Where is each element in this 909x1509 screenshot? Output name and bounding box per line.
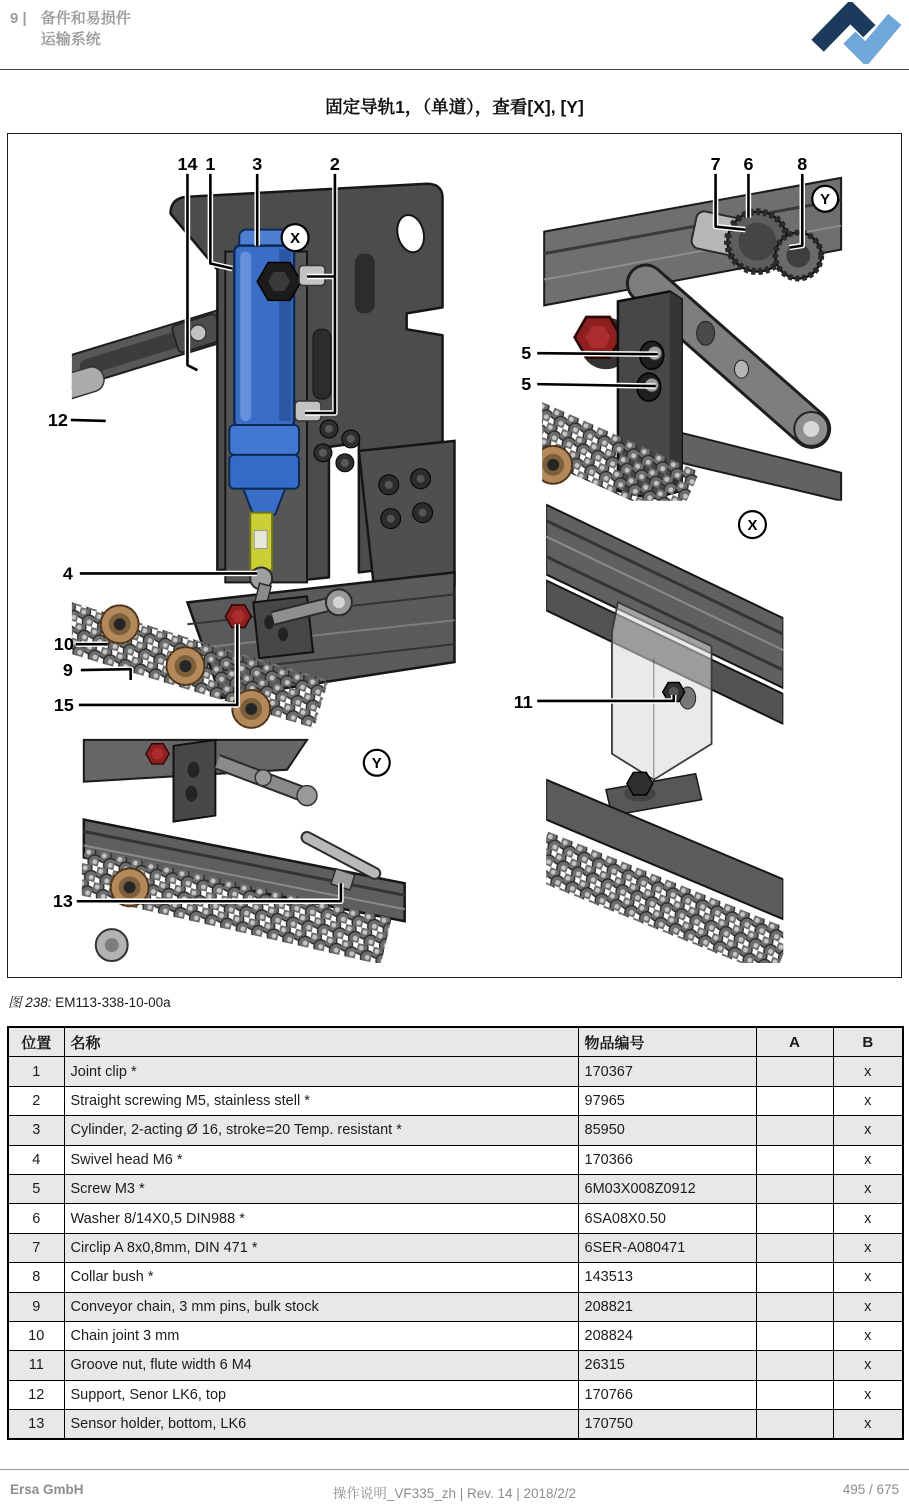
table-row <box>8 1057 903 1086</box>
table-cell: 170367 <box>578 1057 756 1086</box>
table-cell: Washer 8/14X0,5 DIN988 * <box>64 1204 578 1233</box>
svg-text:Y: Y <box>371 755 382 773</box>
table-cell: 208824 <box>578 1321 756 1350</box>
table-cell: Straight screwing M5, stainless stell * <box>64 1086 578 1115</box>
table-cell: 8 <box>8 1263 64 1292</box>
table-cell: 170766 <box>578 1380 756 1409</box>
callout-7: 7 <box>710 153 721 174</box>
table-cell: Screw M3 * <box>64 1174 578 1203</box>
view-marker-y1 <box>812 186 838 212</box>
exploded-view-diagram <box>8 134 900 976</box>
svg-text:X: X <box>290 230 301 248</box>
table-cell: Chain joint 3 mm <box>64 1321 578 1350</box>
illustration-rail-chain <box>75 740 405 965</box>
callout-6: 6 <box>743 153 754 174</box>
table-cell: x <box>833 1057 903 1086</box>
table-cell <box>756 1351 833 1380</box>
table-cell: x <box>833 1116 903 1145</box>
table-cell: x <box>833 1292 903 1321</box>
table-cell: 12 <box>8 1380 64 1409</box>
table-cell: x <box>833 1174 903 1203</box>
callout-15: 15 <box>53 694 74 715</box>
callout-8: 8 <box>797 153 808 174</box>
table-row <box>8 1116 903 1145</box>
table-row <box>8 1145 903 1174</box>
table-cell: x <box>833 1233 903 1262</box>
header-titles <box>41 8 131 50</box>
table-cell: 2 <box>8 1086 64 1115</box>
callout-9: 9 <box>62 660 73 681</box>
header-divider <box>0 69 909 70</box>
view-marker-x1 <box>282 224 309 251</box>
callout-11: 11 <box>513 691 533 712</box>
table-cell: x <box>833 1145 903 1174</box>
table-cell: 97965 <box>578 1086 756 1115</box>
table-cell <box>756 1263 833 1292</box>
table-cell: 170750 <box>578 1410 756 1440</box>
table-cell <box>756 1410 833 1440</box>
callout-13: 13 <box>52 891 73 912</box>
table-row <box>8 1292 903 1321</box>
table-cell: Sensor holder, bottom, LK6 <box>64 1410 578 1440</box>
figure-box <box>7 133 902 978</box>
header-line2: 运输系统 <box>40 31 101 48</box>
table-cell: 1 <box>8 1057 64 1086</box>
ersa-logo <box>803 2 903 64</box>
column-header: A <box>756 1027 833 1057</box>
table-cell <box>756 1057 833 1086</box>
table-cell: 6M03X008Z0912 <box>578 1174 756 1203</box>
table-cell: 11 <box>8 1351 64 1380</box>
table-row <box>8 1086 903 1115</box>
figure-caption-label: 图 238: <box>8 995 52 1010</box>
table-cell: x <box>833 1351 903 1380</box>
table-cell: 4 <box>8 1145 64 1174</box>
table-cell <box>756 1321 833 1350</box>
callout-1: 1 <box>205 153 216 174</box>
table-cell <box>756 1086 833 1115</box>
table-cell: x <box>833 1204 903 1233</box>
table-cell: x <box>833 1410 903 1440</box>
table-cell: Conveyor chain, 3 mm pins, bulk stock <box>64 1292 578 1321</box>
callout-4: 4 <box>62 563 73 584</box>
parts-table-head <box>8 1027 903 1057</box>
callout-5a: 5 <box>521 343 532 364</box>
table-cell: Cylinder, 2-acting Ø 16, stroke=20 Temp. resistant * <box>64 1116 578 1145</box>
table-cell: 143513 <box>578 1263 756 1292</box>
table-row <box>8 1233 903 1262</box>
table-cell: Support, Senor LK6, top <box>64 1380 578 1409</box>
table-row <box>8 1174 903 1203</box>
footer-document-info: 操作说明_VF335_zh | Rev. 14 | 2018/2/2 <box>332 1486 577 1501</box>
table-cell <box>756 1116 833 1145</box>
parts-table <box>7 1026 904 1440</box>
table-cell: 3 <box>8 1116 64 1145</box>
figure-caption-value: EM113-338-10-00a <box>55 995 171 1010</box>
table-cell <box>756 1145 833 1174</box>
table-cell: 85950 <box>578 1116 756 1145</box>
callout-12: 12 <box>47 409 68 430</box>
table-cell: 6 <box>8 1204 64 1233</box>
footer-divider <box>0 1469 909 1470</box>
table-cell: 170366 <box>578 1145 756 1174</box>
page-header <box>10 8 131 50</box>
table-cell <box>756 1233 833 1262</box>
column-header: B <box>833 1027 903 1057</box>
illustration-rail-bracket <box>530 505 793 976</box>
table-cell: 6SER-A080471 <box>578 1233 756 1262</box>
illustration-tension-arm <box>518 178 841 521</box>
table-cell: x <box>833 1321 903 1350</box>
table-cell: Circlip A 8x0,8mm, DIN 471 * <box>64 1233 578 1262</box>
table-cell: 6SA08X0.50 <box>578 1204 756 1233</box>
header-line1: 备件和易损件 <box>40 10 131 27</box>
figure-caption <box>8 991 171 1011</box>
figure-title: 固定导轨1，（单道），查看[X], [Y] <box>325 97 584 117</box>
callout-3: 3 <box>252 153 263 174</box>
column-header: 名称 <box>64 1027 578 1057</box>
callout-2: 2 <box>329 153 340 174</box>
table-cell: x <box>833 1263 903 1292</box>
footer-company: Ersa GmbH <box>10 1482 84 1497</box>
svg-text:X: X <box>747 517 758 535</box>
table-row <box>8 1321 903 1350</box>
table-cell <box>756 1204 833 1233</box>
table-cell: Swivel head M6 * <box>64 1145 578 1174</box>
table-row <box>8 1204 903 1233</box>
table-cell: 9 <box>8 1292 64 1321</box>
table-header-row <box>8 1027 903 1057</box>
table-cell: 13 <box>8 1410 64 1440</box>
table-cell <box>756 1380 833 1409</box>
table-cell: 5 <box>8 1174 64 1203</box>
table-row <box>8 1351 903 1380</box>
table-cell: Groove nut, flute width 6 M4 <box>64 1351 578 1380</box>
callout-14: 14 <box>177 153 198 174</box>
table-cell: x <box>833 1086 903 1115</box>
parts-table-body <box>8 1057 903 1440</box>
view-marker-x2 <box>739 511 766 538</box>
view-marker-y2 <box>364 750 390 776</box>
column-header: 位置 <box>8 1027 64 1057</box>
table-row <box>8 1263 903 1292</box>
table-cell: 26315 <box>578 1351 756 1380</box>
footer-page-number: 495 / 675 <box>842 1482 899 1497</box>
table-row <box>8 1380 903 1409</box>
table-cell <box>756 1292 833 1321</box>
chapter-number: 9 | <box>10 10 27 27</box>
callout-10: 10 <box>53 634 74 655</box>
table-cell: Collar bush * <box>64 1263 578 1292</box>
svg-text:Y: Y <box>820 191 831 209</box>
table-cell <box>756 1174 833 1203</box>
table-cell: 208821 <box>578 1292 756 1321</box>
table-cell: x <box>833 1380 903 1409</box>
column-header: 物品编号 <box>578 1027 756 1057</box>
table-row <box>8 1410 903 1440</box>
callout-5b: 5 <box>521 374 532 395</box>
table-cell: 10 <box>8 1321 64 1350</box>
table-cell: Joint clip * <box>64 1057 578 1086</box>
table-cell: 7 <box>8 1233 64 1262</box>
page-footer <box>10 1482 899 1502</box>
